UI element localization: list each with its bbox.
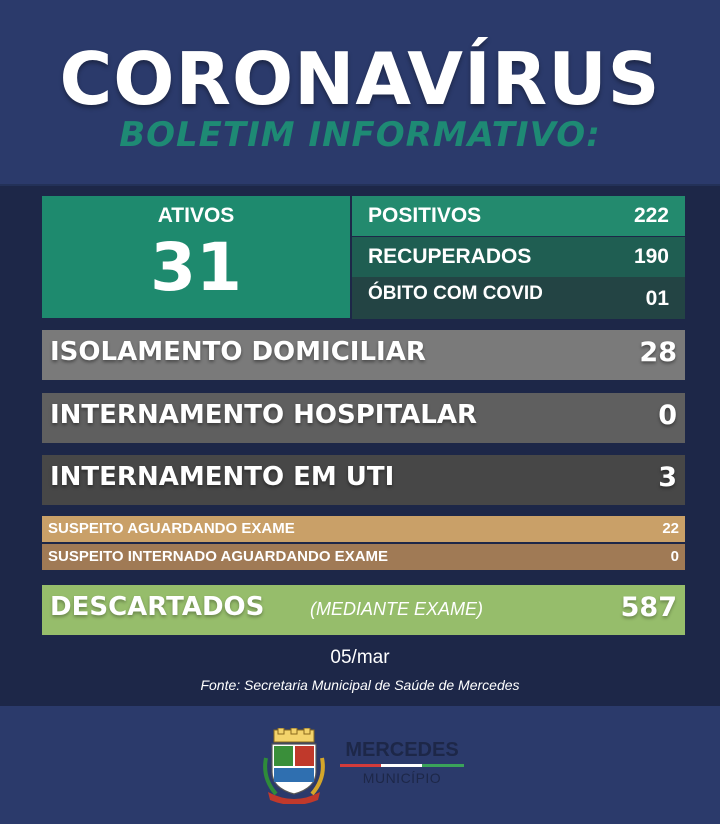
stat-value: 01	[645, 287, 669, 310]
descartados-value: 587	[620, 592, 677, 623]
row-label: SUSPEITO INTERNADO AGUARDANDO EXAME	[48, 548, 389, 565]
row-value: 0	[670, 548, 679, 565]
row-label: SUSPEITO AGUARDANDO EXAME	[48, 520, 295, 537]
row-isolamento-domiciliar	[42, 330, 685, 380]
bulletin-date: 05/mar	[330, 647, 390, 668]
stat-label: POSITIVOS	[368, 204, 482, 227]
row-label: ISOLAMENTO DOMICILIAR	[50, 337, 426, 367]
page-title: CORONAVÍRUS	[59, 37, 661, 121]
stat-label: ÓBITO COM COVID	[368, 283, 543, 304]
row-suspeito-internado	[42, 544, 685, 570]
coat-of-arms-icon	[262, 728, 326, 804]
row-descartados	[42, 585, 685, 635]
ativos-label: ATIVOS	[157, 204, 235, 227]
ativos-value: 31	[150, 229, 242, 306]
row-value: 3	[658, 462, 677, 493]
municipality-subtitle: MUNICÍPIO	[362, 770, 442, 786]
stat-row-recuperados	[352, 237, 685, 277]
row-suspeito-aguardando	[42, 516, 685, 542]
stat-value: 222	[633, 204, 669, 227]
row-internamento-hospitalar	[42, 393, 685, 443]
row-label: INTERNAMENTO HOSPITALAR	[50, 400, 477, 430]
page-subtitle: BOLETIM INFORMATIVO:	[119, 115, 601, 155]
stat-label: RECUPERADOS	[368, 245, 532, 268]
row-label: INTERNAMENTO EM UTI	[50, 462, 395, 492]
municipality-name: MERCEDES	[345, 739, 459, 761]
stat-value: 190	[633, 245, 669, 268]
row-internamento-uti	[42, 455, 685, 505]
row-value: 28	[639, 337, 677, 368]
header	[0, 0, 720, 186]
row-value: 22	[662, 520, 679, 537]
source-text: Fonte: Secretaria Municipal de Saúde de Mercedes	[200, 677, 520, 693]
descartados-label: DESCARTADOS	[50, 592, 265, 622]
ativos-card	[42, 196, 350, 318]
row-value: 0	[658, 400, 677, 431]
flag-divider	[340, 764, 464, 767]
stat-row-obito	[352, 277, 685, 319]
descartados-note: (MEDIANTE EXAME)	[310, 599, 484, 619]
stat-row-positivos	[352, 196, 685, 236]
